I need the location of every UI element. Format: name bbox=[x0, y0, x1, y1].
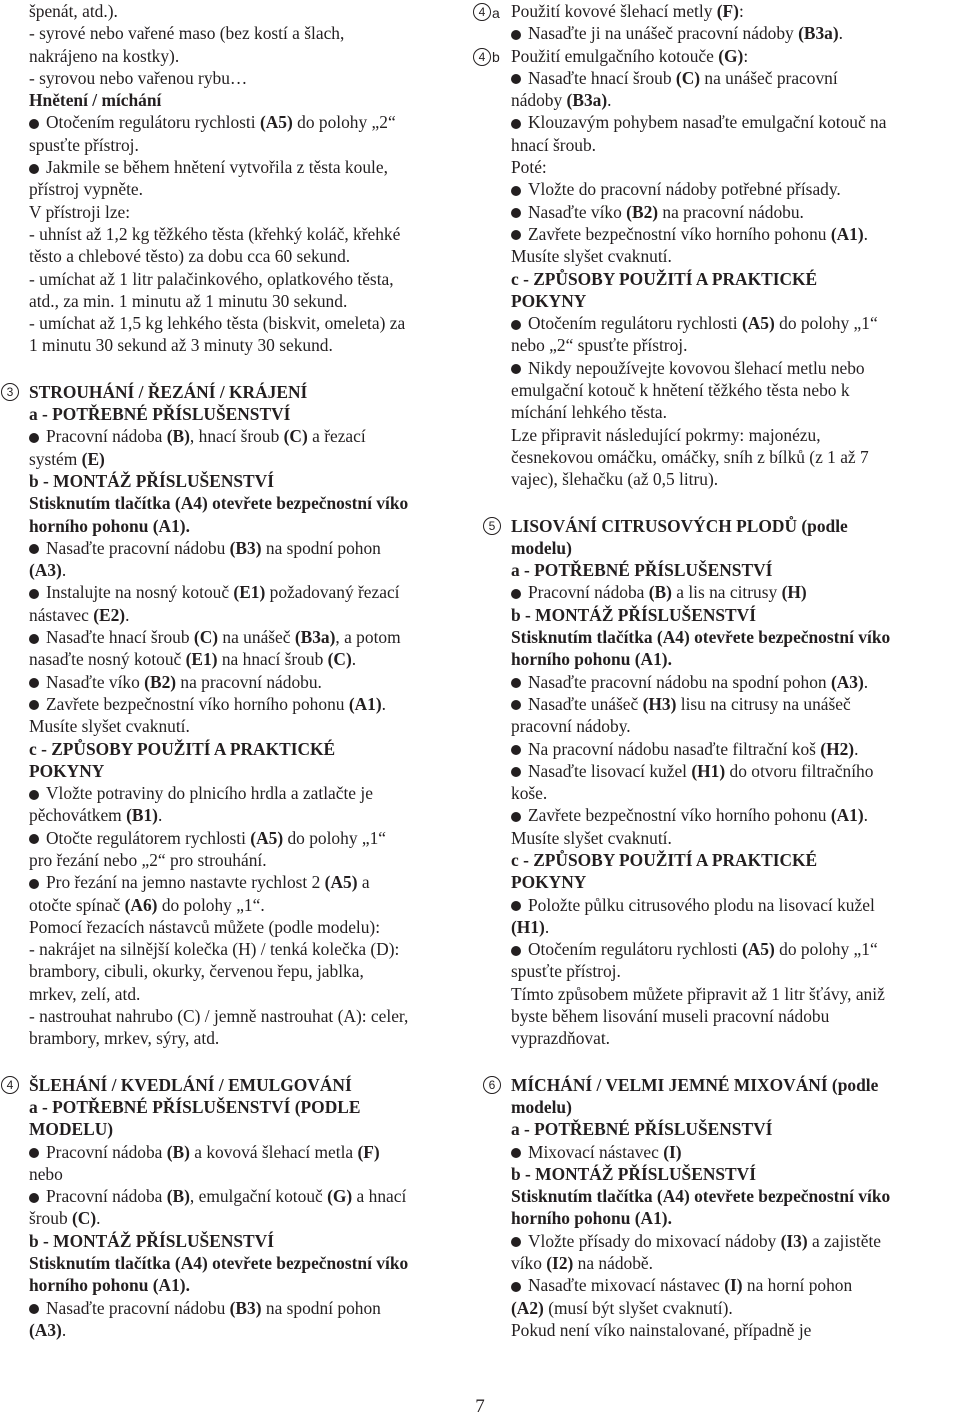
bold-instruction: Stisknutím tlačítka (A4) otevřete bezpečnostní víko bbox=[29, 493, 409, 514]
subheading: b - MONTÁŽ PŘÍSLUŠENSTVÍ bbox=[511, 1163, 756, 1184]
bullet-item: Pracovní nádoba (B), emulgační kotouč (G) a hnací bbox=[29, 1185, 479, 1207]
bullet-item: Nasaďte ji na unášeč pracovní nádoby (B3a). bbox=[511, 22, 955, 44]
bullet-icon bbox=[29, 544, 39, 554]
subheading: a - POTŘEBNÉ PŘÍSLUŠENSTVÍ (PODLE bbox=[29, 1096, 361, 1117]
bullet-item: Nasaďte víko (B2) na pracovní nádobu. bbox=[29, 671, 479, 693]
text-line: V přístroji lze: bbox=[29, 201, 131, 222]
subheading: POKYNY bbox=[511, 290, 587, 311]
text-line: hnací šroub. bbox=[511, 134, 597, 155]
text-line: nasaďte nosný kotouč (E1) na hnací šroub (C). bbox=[29, 649, 357, 670]
text-line: přístroj vypněte. bbox=[29, 179, 143, 200]
bullet-icon bbox=[511, 1237, 521, 1247]
bullet-icon bbox=[29, 119, 39, 129]
text-line: mrkev, zelí, atd. bbox=[29, 983, 141, 1004]
section-number-badge: 5 bbox=[483, 517, 501, 535]
subheading: POKYNY bbox=[511, 872, 587, 893]
section-number-badge: 4 b bbox=[473, 45, 500, 69]
text-line: brambory, cibuli, okurky, červenou řepu, jablka, bbox=[29, 961, 364, 982]
subheading: b - MONTÁŽ PŘÍSLUŠENSTVÍ bbox=[29, 470, 274, 491]
text-line: - uhníst až 1,2 kg těžkého těsta (křehký koláč, křehké bbox=[29, 223, 401, 244]
text-line: spusťte přístroj. bbox=[29, 134, 139, 155]
subheading: c - ZPŮSOBY POUŽITÍ A PRAKTICKÉ bbox=[511, 268, 818, 289]
bullet-item: Zavřete bezpečnostní víko horního pohonu (A1). bbox=[511, 223, 955, 245]
section-title: modelu) bbox=[511, 537, 572, 558]
bullet-icon bbox=[29, 589, 39, 599]
text-line: Pomocí řezacích nástavců můžete (podle modelu): bbox=[29, 916, 381, 937]
bullet-item: Jakmile se během hnětení vytvořila z těsta koule, bbox=[29, 156, 479, 178]
bullet-item: Nasaďte pracovní nádobu (B3) na spodní pohon bbox=[29, 537, 479, 559]
text-line: Lze připravit následující pokrmy: majonézu, bbox=[511, 424, 821, 445]
bullet-item: Mixovací nástavec (I) bbox=[511, 1141, 955, 1163]
bullet-icon bbox=[29, 634, 39, 644]
bullet-icon bbox=[29, 678, 39, 688]
subheading: a - POTŘEBNÉ PŘÍSLUŠENSTVÍ bbox=[511, 560, 773, 581]
text-line: vyprazdňovat. bbox=[511, 1028, 610, 1049]
section-number-badge: 4 bbox=[1, 1076, 19, 1094]
subheading: MODELU) bbox=[29, 1119, 114, 1140]
bullet-item: Pracovní nádoba (B), hnací šroub (C) a řezací bbox=[29, 425, 479, 447]
bullet-icon bbox=[511, 74, 521, 84]
bullet-item: Nasaďte pracovní nádobu (B3) na spodní pohon bbox=[29, 1297, 479, 1319]
bullet-item: Nasaďte lisovací kužel (H1) do otvoru filtračního bbox=[511, 760, 955, 782]
bullet-icon bbox=[511, 364, 521, 374]
subheading: c - ZPŮSOBY POUŽITÍ A PRAKTICKÉ bbox=[511, 849, 818, 870]
bullet-item: Otočte regulátorem rychlosti (A5) do polohy „1“ bbox=[29, 827, 479, 849]
text-line: šroub (C). bbox=[29, 1208, 101, 1229]
text-line: atd., za min. 1 minutu až 1 minutu 30 sekund. bbox=[29, 290, 348, 311]
text-line: emulgační kotouč k hnětení těžkého těsta nebo k bbox=[511, 380, 850, 401]
text-line: těsto a chlebové těsto) za dobu cca 60 sekund. bbox=[29, 246, 351, 267]
bullet-icon bbox=[511, 678, 521, 688]
bullet-item: Nasaďte hnací šroub (C) na unášeč (B3a), a potom bbox=[29, 626, 479, 648]
bullet-item: Otočením regulátoru rychlosti (A5) do polohy „1“ bbox=[511, 938, 955, 960]
text-line: - syrové nebo vařené maso (bez kostí a šlach, bbox=[29, 23, 345, 44]
bold-instruction: Stisknutím tlačítka (A4) otevřete bezpečnostní víko bbox=[511, 1186, 891, 1207]
text-line: pro řezání nebo „2“ pro strouhání. bbox=[29, 849, 267, 870]
text-line: Tímto způsobem můžete připravit až 1 litr šťávy, aniž bbox=[511, 983, 885, 1004]
text-line: (A3). bbox=[29, 1319, 67, 1340]
left-column bbox=[6, 0, 479, 1341]
text-line: - nastrouhat nahrubo (C) / jemně nastrouhat (A): celer, bbox=[29, 1006, 409, 1027]
section-title: ŠLEHÁNÍ / KVEDLÁNÍ / EMULGOVÁNÍ bbox=[29, 1074, 352, 1095]
text-line: (H1). bbox=[511, 916, 550, 937]
bullet-icon bbox=[511, 767, 521, 777]
bullet-item: Položte půlku citrusového plodu na lisovací kužel bbox=[511, 894, 955, 916]
text-line: (A2) (musí být slyšet cvaknutí). bbox=[511, 1297, 733, 1318]
text-line: - nakrájet na silnější kolečka (H) / tenká kolečka (D): bbox=[29, 939, 400, 960]
section-4b bbox=[478, 45, 955, 491]
section-6 bbox=[488, 1074, 955, 1342]
text-line: spusťte přístroj. bbox=[511, 961, 621, 982]
text-line: otočte spínač (A6) do polohy „1“. bbox=[29, 894, 265, 915]
bullet-item: Nasaďte víko (B2) na pracovní nádobu. bbox=[511, 201, 955, 223]
bullet-icon bbox=[511, 30, 521, 40]
bullet-icon bbox=[29, 1193, 39, 1203]
text-line: Musíte slyšet cvaknutí. bbox=[511, 827, 672, 848]
text-line: nebo bbox=[29, 1163, 63, 1184]
bullet-item: Na pracovní nádobu nasaďte filtrační koš (H2). bbox=[511, 738, 955, 760]
bullet-icon bbox=[29, 433, 39, 443]
section-title: modelu) bbox=[511, 1096, 572, 1117]
bullet-icon bbox=[511, 901, 521, 911]
text-line: Poté: bbox=[511, 157, 547, 178]
section-4 bbox=[6, 1074, 479, 1342]
page-number: 7 bbox=[475, 1396, 485, 1417]
bullet-item: Zavřete bezpečnostní víko horního pohonu (A1). bbox=[29, 693, 479, 715]
text-line: vajec), šlehačku (až 0,5 litru). bbox=[511, 469, 719, 490]
subheading: c - ZPŮSOBY POUŽITÍ A PRAKTICKÉ bbox=[29, 738, 336, 759]
section-title: STROUHÁNÍ / ŘEZÁNÍ / KRÁJENÍ bbox=[29, 381, 308, 402]
bold-instruction: horního pohonu (A1). bbox=[29, 515, 190, 536]
bold-instruction: horního pohonu (A1). bbox=[511, 1208, 672, 1229]
subheading: POKYNY bbox=[29, 760, 105, 781]
bullet-icon bbox=[511, 1148, 521, 1158]
text-line: byste během lisování museli pracovní nádobu bbox=[511, 1006, 830, 1027]
text-line: Použití emulgačního kotouče (G): bbox=[511, 45, 749, 66]
section-number-badge: 6 bbox=[483, 1076, 501, 1094]
bullet-item: Klouzavým pohybem nasaďte emulgační kotouč na bbox=[511, 111, 955, 133]
text-line: nakrájeno na kostky). bbox=[29, 45, 180, 66]
text-line: nebo „2“ spusťte přístroj. bbox=[511, 335, 688, 356]
section-title: MÍCHÁNÍ / VELMI JEMNÉ MIXOVÁNÍ (podle bbox=[511, 1074, 879, 1095]
bullet-icon bbox=[511, 119, 521, 129]
text-line: brambory, mrkev, sýry, atd. bbox=[29, 1028, 220, 1049]
bullet-icon bbox=[511, 700, 521, 710]
bullet-item: Nikdy nepoužívejte kovovou šlehací metlu nebo bbox=[511, 357, 955, 379]
bullet-icon bbox=[511, 589, 521, 599]
subheading: b - MONTÁŽ PŘÍSLUŠENSTVÍ bbox=[511, 604, 756, 625]
bullet-item: Pracovní nádoba (B) a kovová šlehací metla (F) bbox=[29, 1141, 479, 1163]
bullet-item: Instalujte na nosný kotouč (E1) požadovaný řezací bbox=[29, 581, 479, 603]
text-line: Použití kovové šlehací metly (F): bbox=[511, 1, 744, 21]
bold-instruction: Stisknutím tlačítka (A4) otevřete bezpečnostní víko bbox=[29, 1253, 409, 1274]
bullet-icon bbox=[511, 946, 521, 956]
right-column bbox=[478, 0, 955, 1341]
text-line: - umíchat až 1,5 kg lehkého těsta (biskvit, omeleta) za bbox=[29, 313, 406, 334]
text-line: špenát, atd.). bbox=[29, 1, 118, 21]
text-line: - syrovou nebo vařenou rybu… bbox=[29, 67, 248, 88]
bullet-icon bbox=[511, 320, 521, 330]
text-line: pěchovátkem (B1). bbox=[29, 805, 163, 826]
bullet-icon bbox=[511, 812, 521, 822]
bullet-icon bbox=[29, 834, 39, 844]
text-line: nádoby (B3a). bbox=[511, 90, 612, 111]
bullet-item: Pro řezání na jemno nastavte rychlost 2 (A5) a bbox=[29, 871, 479, 893]
bullet-icon bbox=[511, 186, 521, 196]
bullet-item: Nasaďte hnací šroub (C) na unášeč pracovní bbox=[511, 67, 955, 89]
bullet-item: Otočením regulátoru rychlosti (A5) do polohy „1“ bbox=[511, 312, 955, 334]
bullet-item: Vložte přísady do mixovací nádoby (I3) a zajistěte bbox=[511, 1230, 955, 1252]
bullet-item: Nasaďte unášeč (H3) lisu na citrusy na unášeč bbox=[511, 693, 955, 715]
intro-block bbox=[29, 0, 479, 357]
text-line: (A3). bbox=[29, 560, 67, 581]
bullet-icon bbox=[511, 745, 521, 755]
bullet-icon bbox=[29, 879, 39, 889]
bold-instruction: horního pohonu (A1). bbox=[29, 1275, 190, 1296]
bullet-icon bbox=[511, 230, 521, 240]
bullet-icon bbox=[511, 1282, 521, 1292]
bold-instruction: horního pohonu (A1). bbox=[511, 649, 672, 670]
section-number-badge: 4 a bbox=[473, 0, 500, 24]
text-line: míchání lehkého těsta. bbox=[511, 402, 667, 423]
text-line: - umíchat až 1 litr palačinkového, oplatkového těsta, bbox=[29, 268, 394, 289]
section-4a bbox=[478, 0, 955, 45]
bullet-icon bbox=[29, 1148, 39, 1158]
section-title: LISOVÁNÍ CITRUSOVÝCH PLODŮ (podle bbox=[511, 515, 848, 536]
subheading: a - POTŘEBNÉ PŘÍSLUŠENSTVÍ bbox=[511, 1119, 773, 1140]
text-line: pracovní nádoby. bbox=[511, 716, 631, 737]
bullet-item: Nasaďte pracovní nádobu na spodní pohon (A3). bbox=[511, 671, 955, 693]
section-3 bbox=[6, 381, 479, 1050]
kneading-heading: Hnětení / míchání bbox=[29, 90, 162, 111]
bullet-icon bbox=[29, 790, 39, 800]
text-line: Musíte slyšet cvaknutí. bbox=[511, 246, 672, 267]
text-line: nástavec (E2). bbox=[29, 604, 130, 625]
section-number-badge: 3 bbox=[1, 383, 19, 401]
bullet-item: Vložte potraviny do plnicího hrdla a zatlačte je bbox=[29, 782, 479, 804]
section-5 bbox=[488, 515, 955, 1050]
text-line: koše. bbox=[511, 783, 548, 804]
bold-instruction: Stisknutím tlačítka (A4) otevřete bezpečnostní víko bbox=[511, 627, 891, 648]
bullet-icon bbox=[511, 208, 521, 218]
bullet-item: Otočením regulátoru rychlosti (A5) do polohy „2“ bbox=[29, 111, 479, 133]
bullet-icon bbox=[29, 700, 39, 710]
bullet-icon bbox=[29, 1304, 39, 1314]
bullet-item: Zavřete bezpečnostní víko horního pohonu (A1). bbox=[511, 804, 955, 826]
text-line: víko (I2) na nádobě. bbox=[511, 1253, 653, 1274]
text-line: česnekovou omáčku, omáčky, sníh z bílků (z 1 až 7 bbox=[511, 446, 869, 467]
text-line: Musíte slyšet cvaknutí. bbox=[29, 716, 190, 737]
bullet-item: Pracovní nádoba (B) a lis na citrusy (H) bbox=[511, 581, 955, 603]
bullet-item: Vložte do pracovní nádoby potřebné přísady. bbox=[511, 178, 955, 200]
bullet-icon bbox=[29, 164, 39, 174]
text-line: systém (E) bbox=[29, 448, 105, 469]
subheading: b - MONTÁŽ PŘÍSLUŠENSTVÍ bbox=[29, 1230, 274, 1251]
text-line: Pokud není víko nainstalované, případně je bbox=[511, 1319, 812, 1340]
text-line: 1 minutu 30 sekund až 3 minuty 30 sekund. bbox=[29, 335, 333, 356]
subheading: a - POTŘEBNÉ PŘÍSLUŠENSTVÍ bbox=[29, 404, 291, 425]
bullet-item: Nasaďte mixovací nástavec (I) na horní pohon bbox=[511, 1274, 955, 1296]
